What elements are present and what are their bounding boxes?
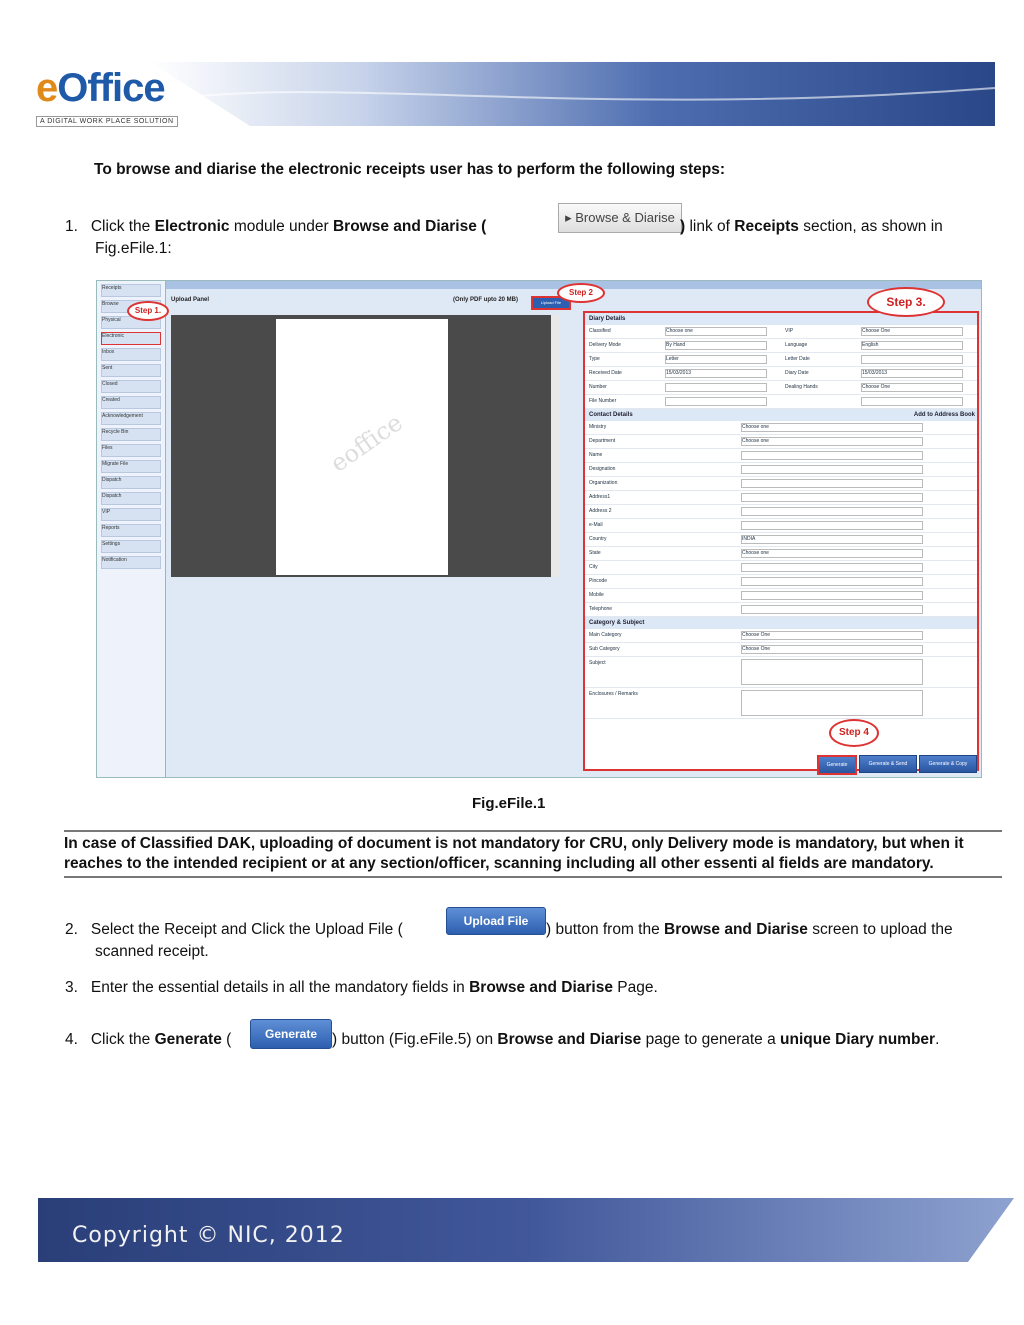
figure-sidebar-item: Receipts [101, 284, 161, 297]
pdf-viewer [171, 315, 559, 577]
step-4-text: Click the [90, 1031, 155, 1048]
field-label: Classified [589, 328, 611, 334]
field-value: By Hand [665, 341, 767, 350]
logo-e: e [36, 66, 58, 110]
field-label: Letter Date [785, 356, 810, 362]
contact-row [585, 491, 977, 505]
field-value [665, 383, 767, 392]
field-label: Received Date [589, 370, 622, 376]
figure-screenshot [96, 280, 982, 778]
logo-tagline: A DIGITAL WORK PLACE SOLUTION [36, 116, 178, 127]
callout-step-3: Step 3. [867, 287, 945, 317]
figure-sidebar-item: Sent [101, 364, 161, 377]
field-label: State [589, 550, 601, 556]
field-label: Language [785, 342, 808, 348]
contact-row [585, 435, 977, 449]
field-value [861, 355, 963, 364]
field-value [665, 397, 767, 406]
field-value: English [861, 341, 963, 350]
field-label: Telephone [589, 606, 613, 612]
figure-sidebar-item: Settings [101, 540, 161, 553]
callout-step-4: Step 4 [829, 719, 879, 747]
field-value: Choose one [741, 423, 923, 432]
contact-row [585, 463, 977, 477]
category-row [585, 657, 977, 688]
add-address-book: Add to Address Book [913, 412, 975, 418]
figure-sidebar-item: Closed [101, 380, 161, 393]
eoffice-logo [36, 66, 178, 128]
field-value [741, 493, 923, 502]
contact-row [585, 533, 977, 547]
field-label: Designation [589, 466, 616, 472]
figure-sidebar-item: Inbox [101, 348, 161, 361]
figure-sidebar-item: Physical [101, 316, 161, 329]
field-label: Ministry [589, 424, 607, 430]
section-category-subject: Category & Subject [585, 617, 977, 629]
pdf-page [276, 319, 448, 575]
diary-row [585, 339, 977, 353]
intro-heading: To browse and diarise the electronic receipts user has to perform the following steps: [94, 161, 726, 178]
callout-step-2: Step 2 [557, 283, 605, 303]
step-2 [65, 919, 403, 941]
field-label: Diary Date [785, 370, 809, 376]
generate-button-image: Generate [250, 1019, 332, 1049]
field-value: Letter [665, 355, 767, 364]
field-label: Delivery Mode [589, 342, 621, 348]
section-diary-details: Diary Details [585, 313, 977, 325]
figure-sidebar-item: Recycle Bin [101, 428, 161, 441]
contact-row [585, 547, 977, 561]
field-label: Address1 [589, 494, 611, 500]
category-row [585, 688, 977, 719]
step-4 [65, 1029, 231, 1051]
field-value [741, 659, 923, 685]
browse-diarise-link-image: ▸ Browse & Diarise [558, 203, 682, 233]
field-label: Organization [589, 480, 618, 486]
category-row [585, 643, 977, 657]
step-3-number: 3. [65, 979, 78, 996]
field-value [741, 591, 923, 600]
field-label: VIP [785, 328, 794, 334]
contact-section-title: Contact Details [589, 412, 633, 418]
step-1-text: section, as shown in [798, 218, 943, 235]
step-2-text: screen to upload the [807, 921, 953, 938]
step-4-diary-number: unique Diary number [780, 1031, 936, 1048]
field-label: City [589, 564, 598, 570]
field-value [741, 577, 923, 586]
step-1-text: Click the [90, 218, 155, 235]
figure-topbar [97, 281, 981, 289]
figure-sidebar-item: Dispatch [101, 476, 161, 489]
figure-generate-send-button: Generate & Send [859, 755, 917, 773]
step-1-electronic: Electronic [154, 218, 230, 235]
step-2-number: 2. [65, 921, 78, 938]
step-2-text: ) button from the [546, 921, 665, 938]
figure-sidebar-item: Migrate File [101, 460, 161, 473]
figure-caption: Fig.eFile.1 [472, 795, 546, 812]
upload-panel-note: (Only PDF upto 20 MB) [453, 297, 518, 303]
figure-generate-button: Generate [817, 755, 857, 775]
contact-row [585, 589, 977, 603]
upload-file-button-image: Upload File [446, 907, 546, 935]
category-row [585, 629, 977, 643]
field-value: Choose one [741, 437, 923, 446]
step-1-tail [680, 216, 943, 238]
figure-sidebar-item: Dispatch [101, 492, 161, 505]
field-value: Choose One [861, 383, 963, 392]
viewer-scrollbar [551, 315, 559, 577]
field-label: Mobile [589, 592, 604, 598]
contact-row [585, 477, 977, 491]
field-value [741, 521, 923, 530]
figure-generate-copy-button: Generate & Copy [919, 755, 977, 773]
step-1-text: module under [229, 218, 333, 235]
step-1-browse-diarise: Browse and Diarise ( [332, 218, 487, 235]
diary-row [585, 353, 977, 367]
diary-row [585, 367, 977, 381]
diary-form [583, 311, 979, 771]
contact-row [585, 421, 977, 435]
field-label: Dealing Hands [785, 384, 818, 390]
field-label: Sub Category [589, 646, 620, 652]
callout-step-1: Step 1. [127, 301, 169, 321]
step-4-generate: Generate [154, 1031, 222, 1048]
field-value: Choose One [741, 631, 923, 640]
step-3-text: Enter the essential details in all the mandatory fields in [90, 979, 470, 996]
step-1-receipts: Receipts [734, 218, 799, 235]
step-2-cont: scanned receipt. [95, 943, 209, 960]
figure-sidebar-item: Electronic [101, 332, 161, 345]
diary-row [585, 395, 977, 409]
step-3-browse-diarise: Browse and Diarise [469, 979, 613, 996]
step-2-browse-diarise: Browse and Diarise [664, 921, 808, 938]
diary-row [585, 325, 977, 339]
step-4-text: page to generate a [641, 1031, 781, 1048]
step-4-text: . [935, 1031, 940, 1048]
field-value: Choose one [665, 327, 767, 336]
step-3-text: Page. [612, 979, 658, 996]
field-value: 15/03/2013 [861, 369, 963, 378]
contact-row [585, 449, 977, 463]
field-label: Enclosures / Remarks [589, 691, 638, 697]
field-label: Address 2 [589, 508, 612, 514]
field-label: Type [589, 356, 600, 362]
figure-sidebar [97, 281, 166, 777]
field-label: File Number [589, 398, 617, 404]
figure-sidebar-item: Notification [101, 556, 161, 569]
field-label: Main Category [589, 632, 622, 638]
step-4-text: ) button (Fig.eFile.5) on [332, 1031, 498, 1048]
step-4-number: 4. [65, 1031, 78, 1048]
step-1-number: 1. [65, 218, 78, 235]
figure-sidebar-item: Files [101, 444, 161, 457]
section-contact-details [585, 409, 977, 421]
copyright-text: Copyright © NIC, 2012 [72, 1223, 345, 1248]
step-4-text: ( [221, 1031, 232, 1048]
step-2-text: Select the Receipt and Click the Upload File ( [90, 921, 403, 938]
step-4-tail [332, 1029, 939, 1051]
field-value: INDIA [741, 535, 923, 544]
figure-sidebar-item: Reports [101, 524, 161, 537]
figure-sidebar-item: Created [101, 396, 161, 409]
step-2-tail [546, 919, 953, 941]
field-value [741, 451, 923, 460]
field-value: Choose One [861, 327, 963, 336]
contact-row [585, 561, 977, 575]
field-value [741, 690, 923, 716]
watermark: eoffice [325, 408, 408, 478]
classified-note: In case of Classified DAK, uploading of document is not mandatory for CRU, only Delivery mode is mandatory, but when it reaches to the intended recipient or at any section/officer, scanning including all other essenti al fields are mandatory. [64, 830, 1002, 878]
field-label: Name [589, 452, 603, 458]
diary-row [585, 381, 977, 395]
contact-row [585, 519, 977, 533]
field-label: e-Mail [589, 522, 603, 528]
field-value [741, 507, 923, 516]
step-1-paren: ) [680, 218, 686, 235]
figure-sidebar-item: Browse [101, 300, 161, 313]
logo-rest: Office [57, 66, 165, 110]
field-label: Department [589, 438, 616, 444]
field-value [741, 465, 923, 474]
step-1-text: link of [685, 218, 735, 235]
contact-row [585, 603, 977, 617]
field-value [741, 479, 923, 488]
upload-panel-title: Upload Panel [171, 297, 210, 303]
field-value: 15/03/2013 [665, 369, 767, 378]
contact-row [585, 575, 977, 589]
field-value: Choose one [741, 549, 923, 558]
field-value [861, 397, 963, 406]
step-4-browse-diarise: Browse and Diarise [497, 1031, 642, 1048]
figure-sidebar-item: VIP [101, 508, 161, 521]
figure-sidebar-item: Acknowledgement [101, 412, 161, 425]
field-value [741, 563, 923, 572]
figure-upload-file-button: Upload File [531, 296, 571, 310]
step-3 [65, 977, 658, 999]
field-label: Pincode [589, 578, 608, 584]
contact-row [585, 505, 977, 519]
field-value: Choose One [741, 645, 923, 654]
field-value [741, 605, 923, 614]
step-1-ref: Fig.eFile.1: [95, 240, 172, 257]
field-label: Country [589, 536, 607, 542]
field-label: Number [589, 384, 607, 390]
field-label: Subject [589, 660, 606, 666]
